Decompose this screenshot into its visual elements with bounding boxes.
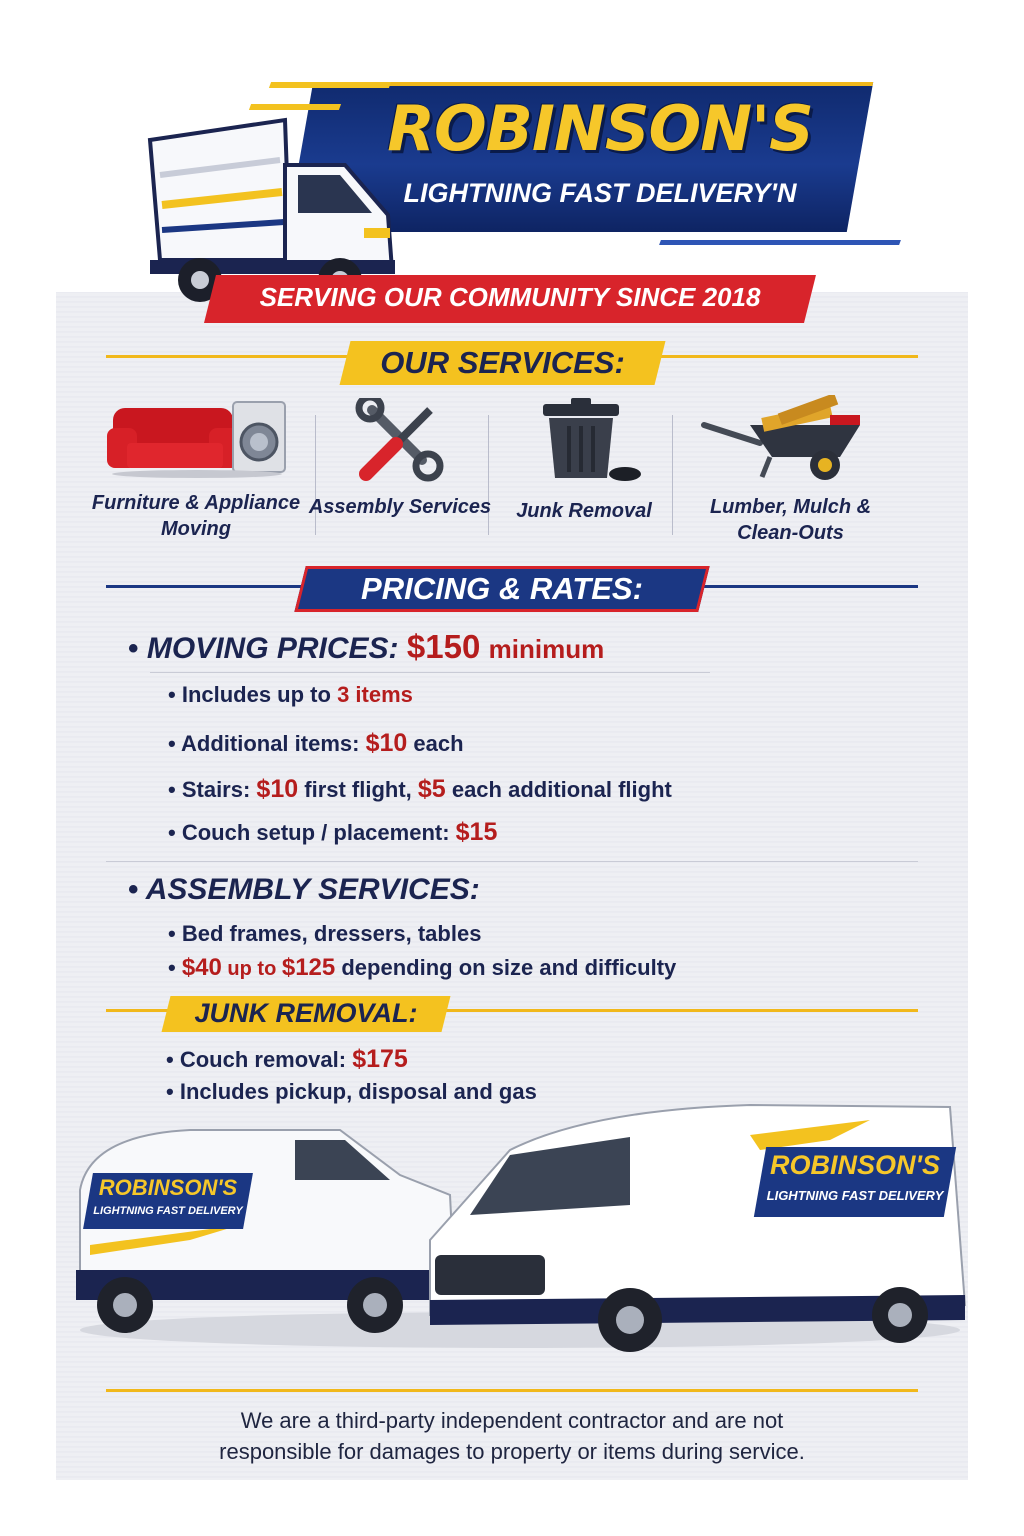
tagline: SERVING OUR COMMUNITY SINCE 2018 [259, 282, 761, 312]
item-text: Bed frames, dressers, tables [181, 921, 482, 946]
item-highlight: $10 [365, 729, 408, 757]
left-van-subtitle: LIGHTNING FAST DELIVERY [93, 1205, 243, 1217]
brand-name: ROBINSON'S [387, 92, 813, 165]
item-text: Couch setup / placement: [181, 820, 456, 845]
list-item: • Includes up to 3 items [168, 682, 413, 707]
speed-stripe [659, 240, 901, 245]
item-text: first flight, [298, 777, 418, 802]
item-highlight: $15 [455, 818, 498, 846]
tools-icon [352, 398, 452, 483]
couch-washer-icon [105, 398, 290, 478]
left-van-brand: ROBINSON'S [98, 1175, 238, 1200]
brand-subtitle: LIGHTNING FAST DELIVERY'N [403, 178, 797, 208]
divider-line [106, 1389, 918, 1392]
moving-min-price: $150 [406, 628, 481, 665]
item-highlight: $10 [256, 775, 299, 803]
list-item: • Couch removal: $175 [166, 1045, 408, 1073]
disclaimer-line-2: responsible for damages to property or items during service. [219, 1439, 805, 1464]
services-heading: OUR SERVICES: [380, 345, 625, 380]
service-label-junk: Junk Removal [516, 500, 652, 522]
list-item: • $40 up to $125 depending on size and difficulty [168, 954, 677, 981]
service-label-assembly: Assembly Services [308, 496, 492, 518]
moving-min-note: minimum [488, 634, 605, 664]
item-highlight: $5 [417, 775, 446, 803]
list-item: • Bed frames, dressers, tables [168, 921, 482, 946]
item-text: each additional flight [445, 777, 672, 802]
wheelbarrow-icon [700, 395, 870, 485]
item-highlight: up to [221, 958, 282, 980]
pricing-heading: PRICING & RATES: [361, 571, 643, 606]
assembly-services-heading: • ASSEMBLY SERVICES: [128, 873, 480, 906]
item-text: Includes pickup, disposal and gas [179, 1079, 537, 1104]
item-text: Couch removal: [179, 1047, 353, 1072]
item-highlight: $40 [181, 954, 222, 981]
moving-prices-title: MOVING PRICES: [146, 632, 399, 665]
list-item: • Additional items: $10 each [168, 729, 464, 757]
vans-image [70, 1095, 970, 1355]
list-item: • Couch setup / placement: $15 [168, 818, 498, 846]
item-text: Stairs: [181, 777, 257, 802]
assembly-services-title: ASSEMBLY SERVICES: [145, 873, 480, 906]
service-label-lumber: Lumber, Mulch & Clean-Outs [709, 496, 872, 544]
lightning-stripe [269, 82, 391, 88]
item-highlight: 3 items [337, 682, 413, 707]
junk-removal-heading: JUNK REMOVAL: [194, 998, 418, 1028]
divider-line [106, 861, 918, 862]
item-text: Includes up to [181, 682, 338, 707]
right-van-brand: ROBINSON'S [770, 1150, 940, 1180]
item-text: Additional items: [181, 731, 366, 756]
trash-can-icon [535, 398, 645, 483]
divider-line [150, 672, 710, 673]
disclaimer-line-1: We are a third-party independent contractor and are not [240, 1408, 784, 1433]
right-van-subtitle: LIGHTNING FAST DELIVERY [766, 1188, 944, 1203]
item-text: each [407, 731, 464, 756]
list-item: • Includes pickup, disposal and gas [166, 1079, 537, 1104]
moving-prices-heading: • MOVING PRICES: $150 minimum [128, 628, 605, 665]
item-highlight: $175 [352, 1045, 408, 1073]
item-text: depending on size and difficulty [335, 955, 677, 980]
service-label-furniture: Furniture & Appliance Moving [91, 492, 301, 540]
item-highlight: $125 [281, 954, 336, 981]
list-item: • Stairs: $10 first flight, $5 each additional flight [168, 775, 672, 803]
disclaimer [100, 1405, 924, 1467]
